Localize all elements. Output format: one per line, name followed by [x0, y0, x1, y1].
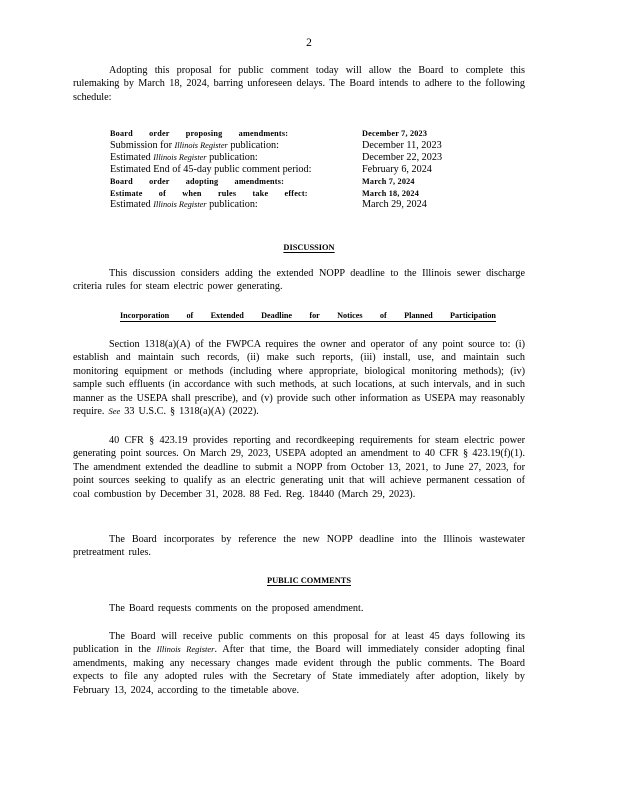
schedule-date: March 29, 2024 — [362, 199, 427, 211]
cfr-paragraph: 40 CFR § 423.19 provides reporting and recordkeeping requirements for steam electric power generating point sources. On March 29, 2023, USEPA adopted an amendment to 40 CFR § 423.19(f)(1). The amendment extended the deadline to submit a NOPP from October 13, 2021, to June 27, 2023, for point sources seeking to qualify as an electric generating unit that will achieve permanent cessation of coal combustion by December 31, 2028. 88 Fed. Reg. 18440 (March 29, 2023). — [73, 435, 525, 500]
schedule-event: Submission for Illinois Register publication: — [110, 139, 279, 151]
schedule-date: March 18, 2024 — [362, 188, 419, 198]
requests-paragraph: The Board requests comments on the proposed amendment. — [109, 603, 364, 614]
schedule-event: Estimated Illinois Register publication: — [110, 199, 258, 211]
schedule-date: December 7, 2023 — [362, 129, 428, 138]
intro-paragraph: Adopting this proposal for public comment today will allow the Board to complete this rulemaking by March 18, 2024, barring unforeseen delays. The Board intends to adhere to the following schedule: — [73, 65, 525, 103]
schedule-row — [110, 176, 530, 188]
incorporates-paragraph: The Board incorporates by reference the new NOPP deadline into the Illinois wastewater pretreatment rules. — [73, 534, 525, 559]
schedule-event: Board order proposing amendments: — [110, 129, 289, 138]
schedule-row — [110, 188, 530, 200]
receive-paragraph: The Board will receive public comments on this proposal for at least 45 days following its publication in the Illinois Register. After that time, the Board will immediately consider adopting final amendments, making any necessary changes made evident through the public comments. The Board expects to file any adopted rules with the Secretary of State immediately after adoption, likely by February 13, 2024, according to the timetable above. — [73, 631, 525, 696]
schedule-row — [110, 199, 530, 211]
schedule-row — [110, 140, 530, 152]
schedule-row — [110, 128, 530, 140]
schedule-date: March 7, 2024 — [362, 176, 415, 186]
page-number: 2 — [306, 37, 312, 49]
schedule-row — [110, 164, 530, 176]
public-comments-heading: PUBLIC COMMENTS — [267, 576, 351, 585]
schedule-event: Estimated Illinois Register publication: — [110, 151, 258, 163]
schedule-row — [110, 152, 530, 164]
section-paragraph: Section 1318(a)(A) of the FWPCA requires the owner and operator of any point source to: (i) establish and maintain such records, (ii) make such reports, (iii) install, use, and maintain such monitoring equipment or methods (including where appropriate, biological monitoring methods); (iv) sample such effluents (in accordance with such methods, at such locations, at such intervals, and in such manner as the USEPA shall prescribe), and (v) provide such other information as USEPA may reasonably require. See 33 U.S.C. § 1318(a)(A) (2022). — [73, 339, 525, 418]
schedule-event: Estimated End of 45-day public comment period: — [110, 163, 312, 175]
section-subheading: Incorporation of Extended Deadline for Notices of Planned Participation — [120, 311, 496, 320]
schedule-list — [110, 128, 530, 211]
schedule-date: February 6, 2024 — [362, 163, 432, 175]
schedule-event: Board order adopting amendments: — [110, 176, 285, 186]
schedule-date: December 22, 2023 — [362, 151, 443, 163]
schedule-event: Estimate of when rules take effect: — [110, 188, 308, 198]
schedule-date: December 11, 2023 — [362, 139, 442, 151]
discussion-heading: DISCUSSION — [283, 243, 335, 252]
discussion-paragraph: This discussion considers adding the extended NOPP deadline to the Illinois sewer discharge criteria rules for steam electric power generating. — [73, 268, 525, 293]
